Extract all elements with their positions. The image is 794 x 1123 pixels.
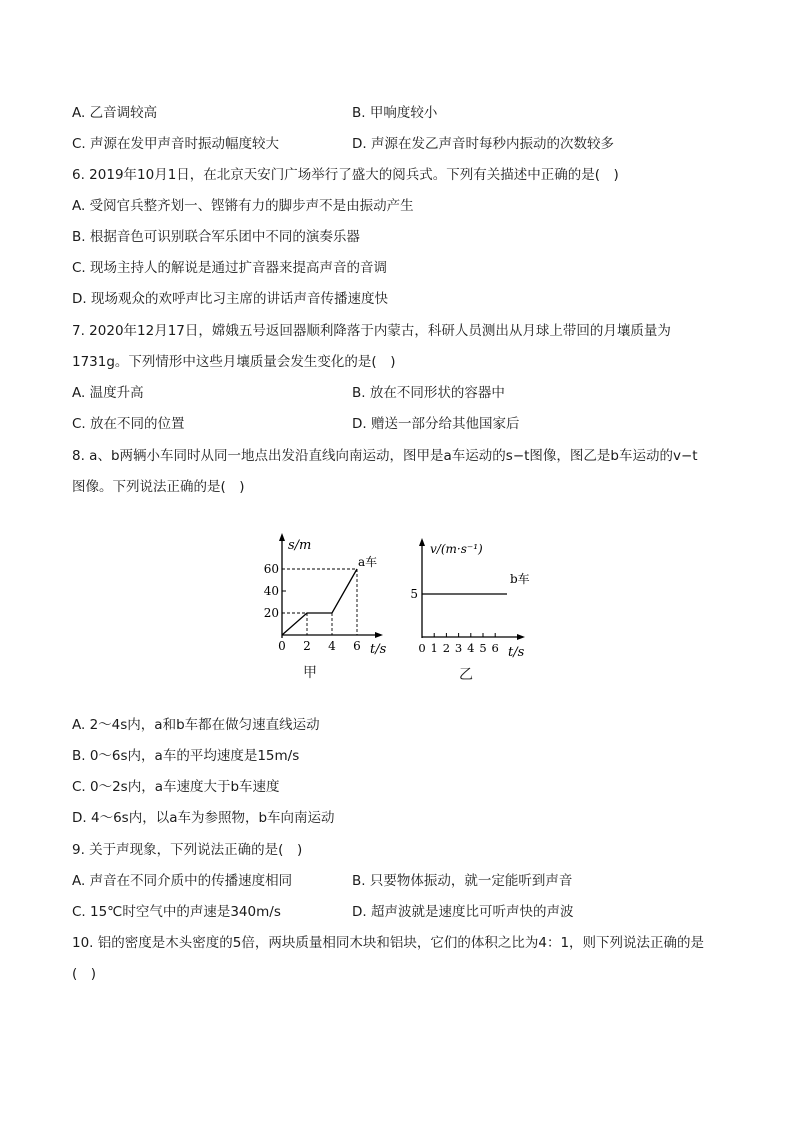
graph-yi-ylabel: v/(m·s⁻¹) bbox=[430, 542, 483, 556]
graph-yi-caption-text: 乙 bbox=[459, 667, 473, 683]
q6-option-c: C. 现场主持人的解说是通过扩音器来提高声音的音调 bbox=[72, 260, 388, 276]
graph-jia bbox=[255, 530, 395, 660]
q7-stem-line1: 7. 2020年12月17日，嫦娥五号返回器顺利降落于内蒙古，科研人员测出从月球上带回的月壤质量为 bbox=[72, 323, 671, 339]
q6-option-a: A. 受阅官兵整齐划一、铿锵有力的脚步声不是由振动产生 bbox=[72, 198, 414, 214]
q7-option-c: C. 放在不同的位置 bbox=[72, 416, 185, 432]
graph-yi-line-label: b车 bbox=[510, 572, 530, 586]
q6-stem: 6. 2019年10月1日，在北京天安门广场举行了盛大的阅兵式。下列有关描述中正确的是( ) bbox=[72, 167, 619, 183]
graph-yi-xtick-label: 1 bbox=[430, 641, 438, 655]
q7-stem-line2: 1731g。下列情形中这些月壤质量会发生变化的是( ) bbox=[72, 354, 396, 370]
graph-yi-y-arrow bbox=[419, 538, 425, 546]
q6-option-d: D. 现场观众的欢呼声比习主席的讲话声音传播速度快 bbox=[72, 291, 388, 307]
graph-yi-xtick-label: 2 bbox=[442, 641, 451, 655]
graph-jia-xtick-label: 6 bbox=[353, 639, 361, 653]
graph-yi-xtick-label: 5 bbox=[479, 641, 487, 655]
q5-option-a: A. 乙音调较高 bbox=[72, 105, 158, 121]
graph-jia-xtick-label: 2 bbox=[303, 639, 311, 653]
q8-option-d: D. 4～6s内，以a车为参照物，b车向南运动 bbox=[72, 810, 335, 826]
graph-jia-ylabel: s/m bbox=[288, 538, 312, 553]
q10-stem-line2: ( ) bbox=[72, 966, 97, 982]
q9-option-b: B. 只要物体振动，就一定能听到声音 bbox=[352, 873, 573, 889]
graph-jia-line-a bbox=[282, 569, 357, 635]
q9-option-a: A. 声音在不同介质中的传播速度相同 bbox=[72, 873, 293, 889]
graph-jia-line-label: a车 bbox=[358, 555, 378, 569]
graph-jia-xlabel: t/s bbox=[370, 642, 387, 657]
graph-jia-ytick-label: 40 bbox=[263, 584, 279, 598]
q8-option-c: C. 0～2s内，a车速度大于b车速度 bbox=[72, 779, 280, 795]
graph-jia-caption-text: 甲 bbox=[303, 665, 317, 681]
q7-option-b: B. 放在不同形状的容器中 bbox=[352, 385, 505, 401]
q5-option-d: D. 声源在发乙声音时每秒内振动的次数较多 bbox=[352, 136, 614, 152]
q9-option-c: C. 15℃时空气中的声速是340m/s bbox=[72, 904, 281, 920]
graph-jia-y-arrow bbox=[279, 533, 285, 541]
graph-yi-xtick-label: 6 bbox=[491, 641, 499, 655]
graph-jia-xtick-label: 4 bbox=[328, 639, 336, 653]
q8-option-b: B. 0～6s内，a车的平均速度是15m/s bbox=[72, 748, 300, 764]
graph-jia-x-arrow bbox=[375, 632, 383, 638]
q8-stem-line2: 图像。下列说法正确的是( ) bbox=[72, 479, 245, 495]
q7-option-a: A. 温度升高 bbox=[72, 385, 144, 401]
graph-yi-xlabel: t/s bbox=[508, 645, 525, 660]
q8-stem-line1: 8. a、b两辆小车同时从同一地点出发沿直线向南运动，图甲是a车运动的s−t图像，图乙是b车运动的v−t bbox=[72, 448, 698, 464]
q7-option-d: D. 赠送一部分给其他国家后 bbox=[352, 416, 520, 432]
q10-stem-line1: 10. 铝的密度是木头密度的5倍，两块质量相同木块和铝块，它们的体积之比为4：1，则下列说法正确的是 bbox=[72, 935, 705, 951]
graph-yi-x-arrow bbox=[517, 634, 525, 640]
graph-jia-ytick-label: 60 bbox=[263, 562, 279, 576]
q9-stem: 9. 关于声现象，下列说法正确的是( ) bbox=[72, 842, 303, 858]
graph-jia-xtick-label: 0 bbox=[278, 639, 286, 653]
graph-yi-xtick-label: 4 bbox=[467, 641, 475, 655]
graph-yi-xtick-label: 0 bbox=[418, 641, 426, 655]
q8-option-a: A. 2～4s内，a和b车都在做匀速直线运动 bbox=[72, 717, 320, 733]
graph-yi bbox=[405, 535, 540, 660]
q9-option-d: D. 超声波就是速度比可听声快的声波 bbox=[352, 904, 574, 920]
graph-jia-ytick-label: 20 bbox=[263, 606, 279, 620]
q5-option-c: C. 声源在发甲声音时振动幅度较大 bbox=[72, 136, 280, 152]
q5-option-b: B. 甲响度较小 bbox=[352, 105, 438, 121]
graph-yi-ytick-label: 5 bbox=[410, 587, 418, 601]
q6-option-b: B. 根据音色可识别联合军乐团中不同的演奏乐器 bbox=[72, 229, 360, 245]
graph-yi-xtick-label: 3 bbox=[454, 641, 463, 655]
